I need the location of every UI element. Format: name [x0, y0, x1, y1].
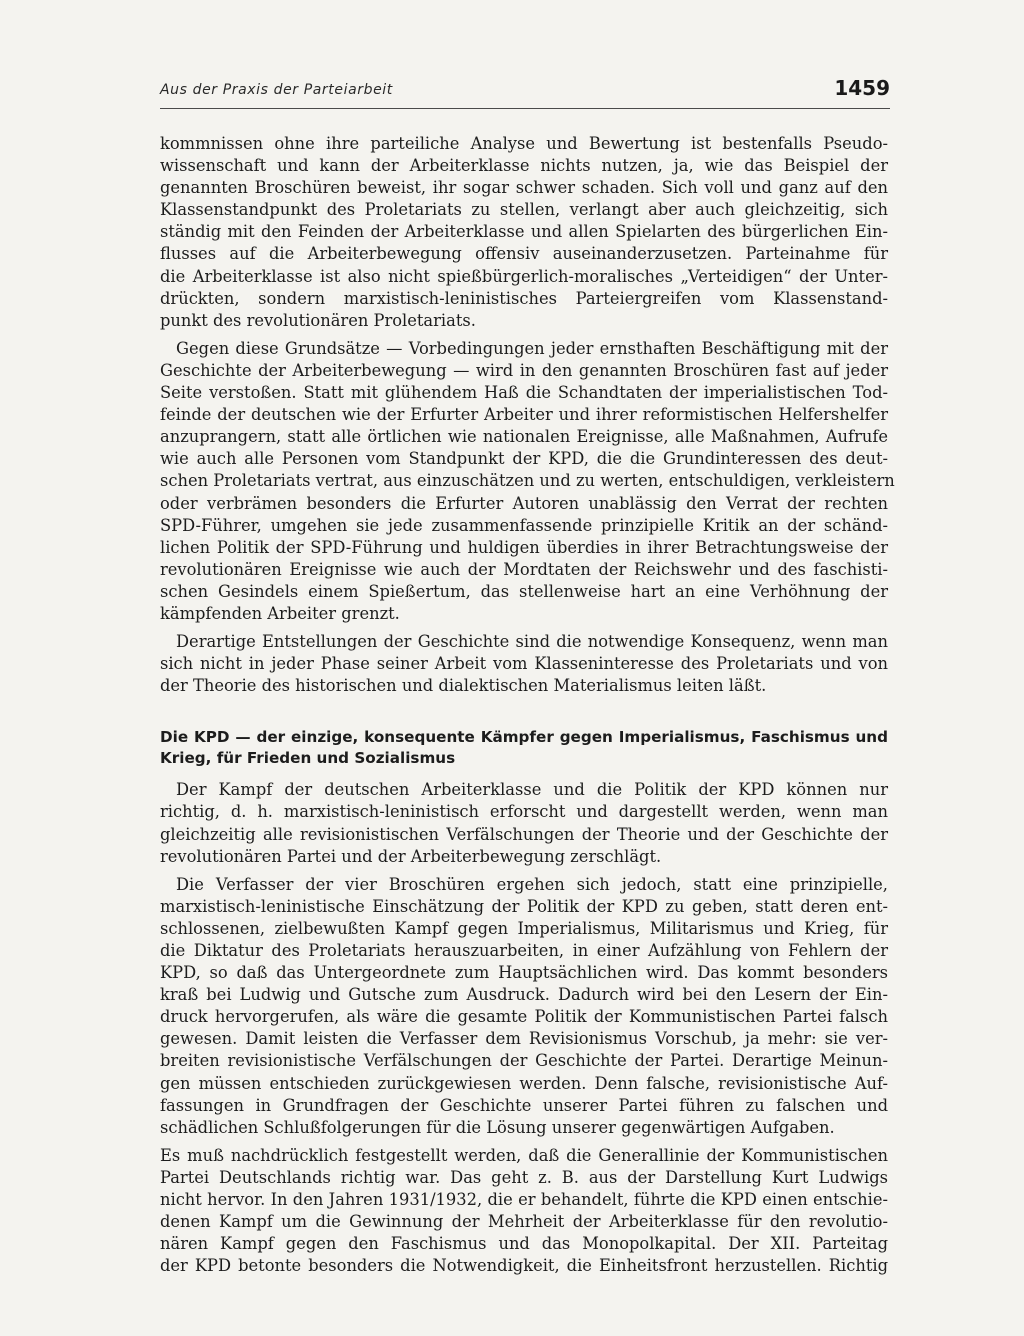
- text-line: flusses auf die Arbeiterbewegung offensiv auseinanderzusetzen. Parteinahme für: [160, 244, 888, 264]
- text-line: revolutionären Ereignisse wie auch der Mordtaten der Reichswehr und des faschisti-: [160, 559, 888, 579]
- text-line: schädlichen Schlußfolgerungen für die Lösung unserer gegenwärtigen Aufgaben.: [160, 1117, 835, 1137]
- text-line: die Arbeiterklasse ist also nicht spießbürgerlich-moralisches „Verteidigen“ der Unter-: [160, 266, 888, 286]
- text-line: anzuprangern, statt alle örtlichen wie nationalen Ereignisse, alle Maßnahmen, Aufrufe: [160, 427, 888, 447]
- body-text: [160, 133, 895, 1283]
- text-line: denen Kampf um die Gewinnung der Mehrheit der Arbeiterklasse für den revolutio-: [160, 1212, 888, 1232]
- header-rule: [160, 108, 890, 109]
- text-line: die Diktatur des Proletariats herauszuarbeiten, in einer Aufzählung von Fehlern der: [160, 941, 888, 960]
- text-line: drückten, sondern marxistisch-leninistisches Parteiergreifen vom Klassenstand-: [160, 288, 888, 308]
- text-line: revolutionären Partei und der Arbeiterbewegung zerschlägt.: [160, 846, 662, 866]
- text-line: gleichzeitig alle revisionistischen Verfälschungen der Theorie und der Geschichte der: [160, 824, 888, 844]
- text-line: lichen Politik der SPD-Führung und huldigen überdies in ihrer Betrachtungsweise der: [160, 537, 888, 557]
- text-line: kommnissen ohne ihre parteiliche Analyse und Bewertung ist bestenfalls Pseudo-: [160, 134, 888, 153]
- text-line: kraß bei Ludwig und Gutsche zum Ausdruck. Dadurch wird bei den Lesern der Ein-: [160, 985, 888, 1005]
- text-line: feinde der deutschen wie der Erfurter Arbeiter und ihrer reformistischen Helfershelfer: [160, 405, 888, 425]
- text-line: sich nicht in jeder Phase seiner Arbeit vom Klasseninteresse des Proletariats und von: [160, 654, 888, 674]
- text-line: kämpfenden Arbeiter grenzt.: [160, 603, 400, 623]
- text-line: breiten revisionistische Verfälschungen der Geschichte der Partei. Derartige Meinun-: [160, 1051, 888, 1071]
- section-heading: [160, 727, 888, 769]
- text-line: punkt des revolutionären Proletariats.: [160, 310, 476, 330]
- text-line: wie auch alle Personen vom Standpunkt der KPD, die die Grundinteressen des deut-: [160, 449, 888, 469]
- text-line: schen Gesindels einem Spießertum, das stellenweise hart an eine Verhöhnung der: [160, 581, 888, 601]
- page-header: [160, 76, 890, 106]
- text-line: Partei Deutschlands richtig war. Das geht z. B. aus der Darstellung Kurt Ludwigs: [160, 1167, 888, 1187]
- text-line: schen Proletariats vertrat, aus einzuschätzen und zu werten, entschuldigen, verkleistern: [160, 471, 895, 491]
- text-line: nicht hervor. In den Jahren 1931/1932, die er behandelt, führte die KPD einen entschie-: [160, 1190, 888, 1210]
- text-line: richtig, d. h. marxistisch-leninistisch erforscht und dargestellt werden, wenn man: [160, 802, 888, 822]
- paragraph: [160, 133, 888, 332]
- text-line: Gegen diese Grundsätze — Vorbedingungen jeder ernsthaften Beschäftigung mit der: [176, 338, 888, 358]
- text-line: wissenschaft und kann der Arbeiterklasse nichts nutzen, ja, wie das Beispiel der: [160, 156, 888, 176]
- paragraph: [160, 631, 888, 697]
- text-line: Derartige Entstellungen der Geschichte sind die notwendige Konsequenz, wenn man: [176, 632, 888, 652]
- text-line: Seite verstoßen. Statt mit glühendem Haß die Schandtaten der imperialistischen Tod-: [160, 383, 888, 403]
- text-line: der Theorie des historischen und dialektischen Materialismus leiten läßt.: [160, 676, 767, 696]
- text-line: gen müssen entschieden zurückgewiesen werden. Denn falsche, revisionistische Auf-: [160, 1073, 888, 1093]
- text-line: Klassenstandpunkt des Proletariats zu stellen, verlangt aber auch gleichzeitig, sich: [160, 200, 888, 220]
- paragraph: [160, 874, 888, 1139]
- running-head: Aus der Praxis der Parteiarbeit: [160, 82, 393, 98]
- paragraph: [160, 338, 895, 625]
- text-line: genannten Broschüren beweist, ihr sogar schwer schaden. Sich voll und ganz auf den: [160, 178, 888, 198]
- text-line: fassungen in Grundfragen der Geschichte unserer Partei führen zu falschen und: [160, 1095, 888, 1115]
- text-line: schlossenen, zielbewußten Kampf gegen Imperialismus, Militarismus und Krieg, für: [160, 918, 888, 938]
- text-line: oder verbrämen besonders die Erfurter Autoren unablässig den Verrat der rechten: [160, 493, 888, 513]
- heading-line: Die KPD — der einzige, konsequente Kämpfer gegen Imperialismus, Faschismus und: [160, 728, 888, 747]
- heading-line: Krieg, für Frieden und Sozialismus: [160, 749, 456, 768]
- paragraph: [160, 1145, 888, 1278]
- text-line: der KPD betonte besonders die Notwendigkeit, die Einheitsfront herzustellen. Richtig: [160, 1256, 888, 1276]
- text-line: Geschichte der Arbeiterbewegung — wird in den genannten Broschüren fast auf jeder: [160, 360, 888, 380]
- text-line: Der Kampf der deutschen Arbeiterklasse und die Politik der KPD können nur: [176, 780, 888, 800]
- paragraph: [160, 779, 888, 867]
- text-line: SPD-Führer, umgehen sie jede zusammenfassende prinzipielle Kritik an der schänd-: [160, 515, 888, 535]
- text-line: marxistisch-leninistische Einschätzung der Politik der KPD zu geben, statt deren ent-: [160, 896, 888, 916]
- text-line: KPD, so daß das Untergeordnete zum Hauptsächlichen wird. Das kommt besonders: [160, 963, 888, 983]
- text-line: nären Kampf gegen den Faschismus und das Monopolkapital. Der XII. Parteitag: [160, 1234, 888, 1254]
- text-line: ständig mit den Feinden der Arbeiterklasse und allen Spielarten des bürgerlichen Ein-: [160, 222, 888, 242]
- text-line: Es muß nachdrücklich festgestellt werden, daß die Generallinie der Kommunistischen: [160, 1145, 888, 1165]
- page-number: 1459: [834, 76, 890, 100]
- text-line: druck hervorgerufen, als wäre die gesamte Politik der Kommunistischen Partei falsch: [160, 1007, 888, 1027]
- text-line: gewesen. Damit leisten die Verfasser dem Revisionismus Vorschub, ja mehr: sie ver-: [160, 1029, 888, 1049]
- text-line: Die Verfasser der vier Broschüren ergehen sich jedoch, statt eine prinzipielle,: [176, 874, 888, 894]
